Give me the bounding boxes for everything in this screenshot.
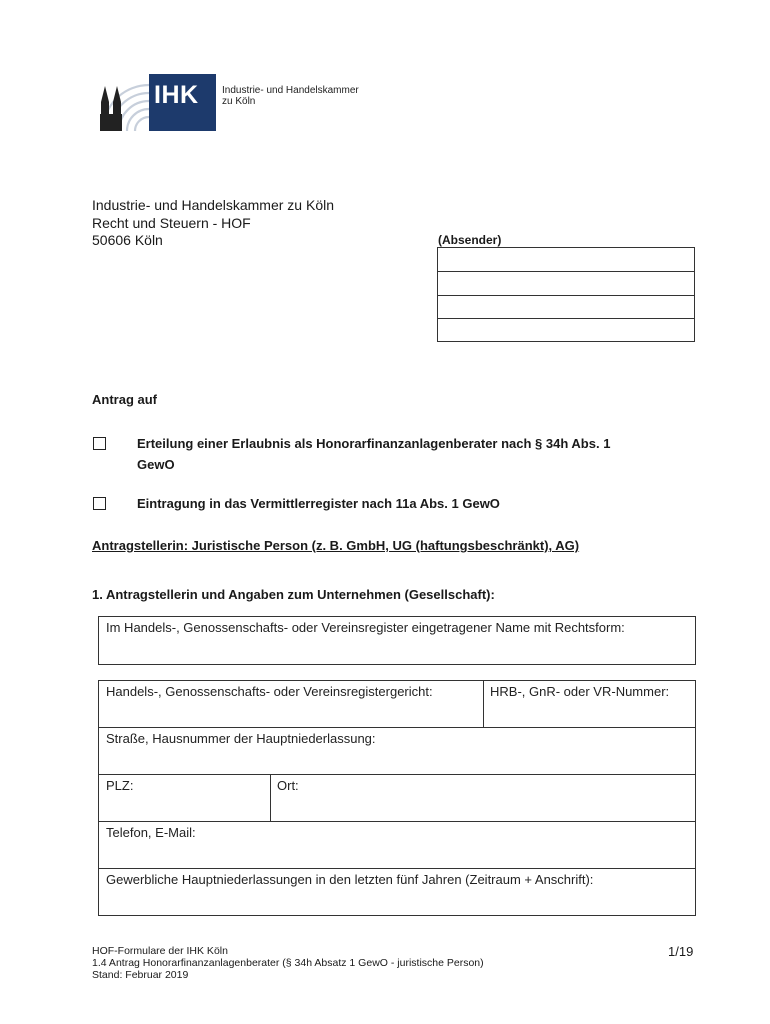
logo-mark: IHK (154, 81, 199, 109)
postal-code-label: PLZ: (106, 778, 134, 793)
sender-line-1[interactable] (438, 248, 694, 272)
branches-field[interactable] (99, 869, 695, 915)
contact-field[interactable] (99, 822, 695, 868)
company-name-label: Im Handels-, Genossenschafts- oder Vereinsregister eingetragener Name mit Rechtsform: (106, 620, 625, 635)
postal-code-field[interactable] (99, 775, 270, 821)
option-permit-checkbox[interactable] (93, 437, 106, 450)
city-field[interactable] (271, 775, 695, 821)
company-details-table (98, 680, 696, 916)
sender-line-2[interactable] (438, 272, 694, 296)
sender-label: (Absender) (438, 233, 502, 247)
option-permit-line2: GewO (137, 457, 175, 472)
footer-line1: HOF-Formulare der IHK Köln (92, 945, 228, 957)
page-footer (92, 945, 484, 981)
address-line2: Recht und Steuern - HOF (92, 214, 251, 231)
section-1-title: 1. Antragstellerin und Angaben zum Unternehmen (Gesellschaft): (92, 587, 495, 602)
footer-line2: 1.4 Antrag Honorarfinanzanlagenberater (§ 34h Absatz 1 GewO - juristische Person) (92, 957, 484, 969)
application-heading: Antrag auf (92, 392, 157, 407)
sender-fields (437, 247, 695, 342)
sender-line-3[interactable] (438, 296, 694, 320)
register-court-label: Handels-, Genossenschafts- oder Vereinsregistergericht: (106, 684, 433, 699)
logo-name-line1: Industrie- und Handelskammer (222, 85, 359, 96)
option-permit-label (137, 433, 610, 475)
footer-line3: Stand: Februar 2019 (92, 969, 189, 981)
address-line1: Industrie- und Handelskammer zu Köln (92, 197, 335, 213)
register-number-field[interactable] (484, 681, 695, 727)
branches-label: Gewerbliche Hauptniederlassungen in den letzten fünf Jahren (Zeitraum + Anschrift): (106, 872, 594, 887)
company-name-field[interactable] (98, 616, 696, 665)
street-label: Straße, Hausnummer der Hauptniederlassung: (106, 731, 376, 746)
contact-label: Telefon, E-Mail: (106, 825, 196, 840)
logo-name-line2: zu Köln (222, 96, 256, 107)
option-register-checkbox[interactable] (93, 497, 106, 510)
city-label: Ort: (277, 778, 299, 793)
option-permit-line1: Erteilung einer Erlaubnis als Honorarfinanzanlagenberater nach § 34h Abs. 1 (137, 436, 611, 451)
recipient-address (92, 197, 334, 250)
option-register-label: Eintragung in das Vermittlerregister nach 11a Abs. 1 GewO (137, 496, 500, 511)
page-number: 1/19 (668, 944, 694, 959)
ihk-logo (97, 74, 216, 131)
sender-line-4[interactable] (438, 319, 694, 343)
register-court-field[interactable] (99, 681, 483, 727)
street-field[interactable] (99, 728, 695, 774)
applicant-type-heading: Antragstellerin: Juristische Person (z. B. GmbH, UG (haftungsbeschränkt), AG) (92, 538, 580, 553)
logo-organization-name (222, 85, 359, 107)
register-number-label: HRB-, GnR- oder VR-Nummer: (490, 684, 670, 699)
address-line3: 50606 Köln (92, 232, 163, 248)
